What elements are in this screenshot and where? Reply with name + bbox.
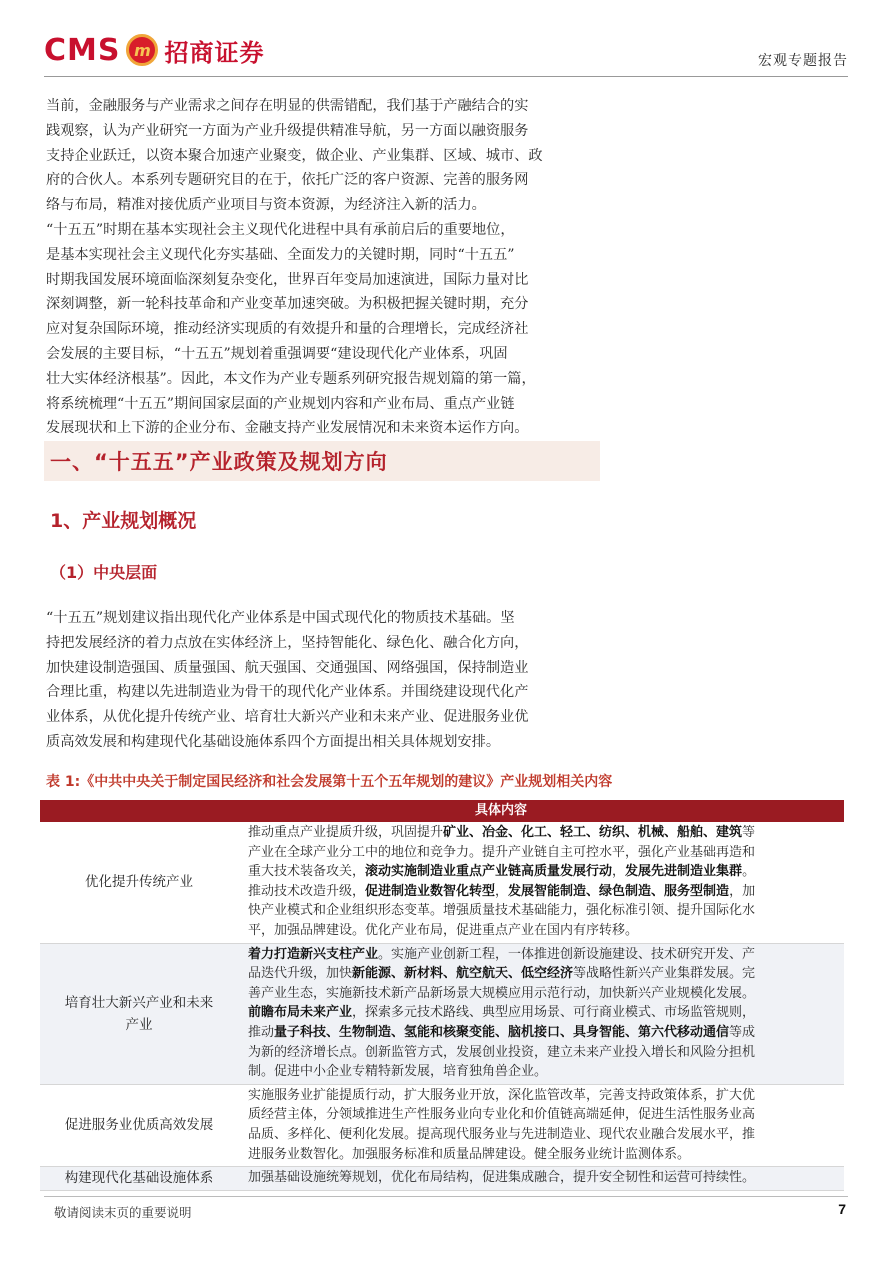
table-header-blank bbox=[40, 800, 238, 822]
content-line bbox=[248, 1168, 836, 1188]
content-text: 品迭代升级，加快 bbox=[248, 966, 353, 982]
row-content bbox=[238, 1085, 844, 1166]
table-caption: 表 1:《中共中央关于制定国民经济和社会发展第十五个五年规划的建议》产业规划相关内容 bbox=[46, 774, 613, 790]
header-divider bbox=[44, 76, 848, 77]
content-line bbox=[248, 1062, 836, 1082]
content-line bbox=[248, 823, 836, 843]
content-text: 。 bbox=[742, 864, 756, 880]
content-line bbox=[248, 964, 836, 984]
content-line bbox=[248, 882, 836, 902]
row-category: 促进服务业优质高效发展 bbox=[64, 1117, 214, 1134]
text-line: 壮大实体经济根基”。因此，本文作为产业专题系列研究报告规划篇的第一篇， bbox=[46, 370, 536, 387]
footer-disclaimer: 敬请阅读末页的重要说明 bbox=[54, 1205, 192, 1220]
content-text: 品质、多样化、便利化发展。提高现代服务业与先进制造业、现代农业融合发展水平，推 bbox=[248, 1126, 756, 1142]
content-text: 重大技术装备攻关， bbox=[248, 864, 366, 880]
text-line: 合理比重，构建以先进制造业为骨干的现代化产业体系。并围绕建设现代化产 bbox=[46, 684, 529, 701]
row-content bbox=[238, 944, 844, 1084]
row-content bbox=[238, 822, 844, 943]
section-heading-band bbox=[44, 441, 600, 481]
row-category: 培育壮大新兴产业和未来产业 bbox=[64, 994, 214, 1033]
text-line: 应对复杂国际环境，推动经济实现质的有效提升和量的合理增长，完成经济社 bbox=[46, 321, 529, 338]
text-line: 加快建设制造强国、质量强国、航天强国、交通强国、网络强国，保持制造业 bbox=[46, 659, 529, 676]
content-line bbox=[248, 1125, 836, 1145]
highlight-text: 量子科技、生物制造、氢能和核聚变能、脑机接口、具身智能、第六代移动通信 bbox=[274, 1024, 730, 1040]
content-text: ， bbox=[495, 883, 509, 899]
logo-mark-icon bbox=[126, 34, 158, 66]
text-line: 深刻调整，新一轮科技革命和产业变革加速突破。为积极把握关键时期，充分 bbox=[46, 296, 529, 313]
subsection-title: 1、产业规划概况 bbox=[50, 510, 197, 532]
content-line bbox=[248, 1145, 836, 1165]
highlight-text: 着力打造新兴支柱产业 bbox=[248, 946, 379, 962]
cms-logo bbox=[44, 30, 264, 70]
footer-divider bbox=[44, 1196, 848, 1197]
content-line bbox=[248, 945, 836, 965]
table-header-content: 具体内容 bbox=[474, 803, 527, 818]
content-text: 快产业模式和企业组织形态变革。增强质量技术基础能力，强化标准引领、提升国际化水 bbox=[248, 903, 756, 919]
intro-paragraph-1 bbox=[46, 94, 602, 218]
table-body bbox=[40, 822, 844, 1191]
content-line bbox=[248, 984, 836, 1004]
page-number: 7 bbox=[838, 1201, 846, 1217]
content-line bbox=[248, 901, 836, 921]
content-text: 。实施产业创新工程，一体推进创新设施建设、技术研究开发、产 bbox=[378, 946, 756, 962]
text-line: 发展现状和上下游的企业分布、金融支持产业发展情况和未来资本运作方向。 bbox=[46, 420, 529, 437]
content-text: ， bbox=[612, 864, 626, 880]
text-line: 持把发展经济的着力点放在实体经济上，坚持智能化、绿色化、融合化方向， bbox=[46, 634, 529, 651]
content-text: 加强基础设施统筹规划，优化布局结构，促进集成融合，提升安全韧性和运营可持续性。 bbox=[248, 1170, 756, 1186]
content-text: 制。促进中小企业专精特新发展，培育独角兽企业。 bbox=[248, 1064, 548, 1080]
content-text: 实施服务业扩能提质行动，扩大服务业开放，深化监管改革，完善支持政策体系，扩大优 bbox=[248, 1087, 756, 1103]
highlight-text: 新能源、新材料、航空航天、低空经济 bbox=[352, 966, 574, 982]
content-text: 善产业生态，实施新技术新产品新场景大规模应用示范行动，加快新兴产业规模化发展。 bbox=[248, 985, 756, 1001]
content-line bbox=[248, 1023, 836, 1043]
content-line bbox=[248, 862, 836, 882]
report-type-label: 宏观专题报告 bbox=[758, 53, 848, 69]
highlight-text: 矿业、冶金、化工、轻工、纺织、机械、船舶、建筑 bbox=[443, 825, 743, 840]
highlight-text: 滚动实施制造业重点产业链高质量发展行动 bbox=[365, 864, 613, 880]
central-paragraph bbox=[46, 606, 602, 755]
text-line: 质高效发展和构建现代化基础设施体系四个方面提出相关具体规划安排。 bbox=[46, 733, 501, 750]
content-line bbox=[248, 921, 836, 941]
section-title: 一、“十五五”产业政策及规划方向 bbox=[50, 450, 388, 474]
table-row bbox=[40, 822, 844, 944]
text-line: 时期我国发展环境面临深刻复杂变化，世界百年变局加速演进，国际力量对比 bbox=[46, 271, 529, 288]
content-line bbox=[248, 1003, 836, 1023]
content-text: 等 bbox=[742, 825, 756, 840]
content-text: 质经营主体，分领域推进生产性服务业向专业化和价值链高端延伸，促进生活性服务业高 bbox=[248, 1107, 756, 1123]
table-row bbox=[40, 944, 844, 1085]
content-line bbox=[248, 1086, 836, 1106]
table-row bbox=[40, 1167, 844, 1191]
content-text: 进服务业数智化。加强服务标准和质量品牌建设。健全服务业统计监测体系。 bbox=[248, 1146, 691, 1162]
text-line: 支持企业跃迁，以资本聚合加速产业聚变，做企业、产业集群、区域、城市、政 bbox=[46, 147, 543, 164]
content-text: ，加 bbox=[729, 883, 756, 899]
highlight-text: 前瞻布局未来产业 bbox=[248, 1005, 353, 1021]
table-header bbox=[40, 800, 844, 822]
text-line: 将系统梳理“十五五”期间国家层面的产业规划内容和产业布局、重点产业链 bbox=[46, 395, 515, 412]
text-line: 络与布局，精准对接优质产业项目与资本资源，为经济注入新的活力。 bbox=[46, 197, 486, 214]
content-text: ，探索多元技术路线、典型应用场景、可行商业模式、市场监管规则， bbox=[352, 1005, 756, 1021]
content-text: 为新的经济增长点。创新监管方式，发展创业投资，建立未来产业投入增长和风险分担机 bbox=[248, 1044, 756, 1060]
logo-latin: CMS bbox=[44, 32, 121, 68]
content-text: 产业在全球产业分工中的地位和竞争力。提升产业链自主可控水平，强化产业基础再造和 bbox=[248, 844, 756, 860]
logo-chinese: 招商证券 bbox=[164, 38, 265, 67]
highlight-text: 发展智能制造、绿色制造、服务型制造 bbox=[508, 883, 730, 899]
table-row bbox=[40, 1085, 844, 1167]
row-content bbox=[238, 1167, 844, 1190]
intro-paragraph-2 bbox=[46, 218, 602, 441]
content-text: 等战略性新兴产业集群发展。完 bbox=[573, 966, 756, 982]
text-line: 当前，金融服务与产业需求之间存在明显的供需错配，我们基于产融结合的实 bbox=[46, 98, 529, 114]
content-line bbox=[248, 1043, 836, 1063]
content-text: 平，加强品牌建设。优化产业布局，促进重点产业在国内有序转移。 bbox=[248, 922, 639, 938]
text-line: 业体系，从优化提升传统产业、培育壮大新兴产业和未来产业、促进服务业优 bbox=[46, 709, 529, 726]
row-category: 优化提升传统产业 bbox=[85, 874, 193, 891]
logo-mark-letter: m bbox=[134, 40, 151, 60]
content-line bbox=[248, 1105, 836, 1125]
subsubsection-title: （1）中央层面 bbox=[50, 563, 158, 582]
text-line: 践观察，认为产业研究一方面为产业升级提供精准导航，另一方面以融资服务 bbox=[46, 122, 529, 139]
text-line: “十五五”规划建议指出现代化产业体系是中国式现代化的物质技术基础。坚 bbox=[46, 610, 515, 626]
text-line: 会发展的主要目标，“十五五”规划着重强调要“建设现代化产业体系，巩固 bbox=[46, 345, 508, 362]
policy-table bbox=[40, 800, 844, 1191]
highlight-text: 促进制造业数智化转型 bbox=[365, 883, 496, 899]
highlight-text: 发展先进制造业集群 bbox=[625, 864, 743, 880]
content-text: 等成 bbox=[729, 1024, 756, 1040]
content-text: 推动重点产业提质升级，巩固提升 bbox=[248, 825, 444, 840]
content-text: 推动技术改造升级， bbox=[248, 883, 366, 899]
text-line: 是基本实现社会主义现代化夯实基础、全面发力的关键时期，同时“十五五” bbox=[46, 246, 515, 263]
content-text: 推动 bbox=[248, 1024, 275, 1040]
text-line: 府的合伙人。本系列专题研究目的在于，依托广泛的客户资源、完善的服务网 bbox=[46, 172, 529, 189]
text-line: “十五五”时期在基本实现社会主义现代化进程中具有承前启后的重要地位， bbox=[46, 222, 515, 238]
content-line bbox=[248, 843, 836, 863]
row-category: 构建现代化基础设施体系 bbox=[64, 1170, 214, 1187]
